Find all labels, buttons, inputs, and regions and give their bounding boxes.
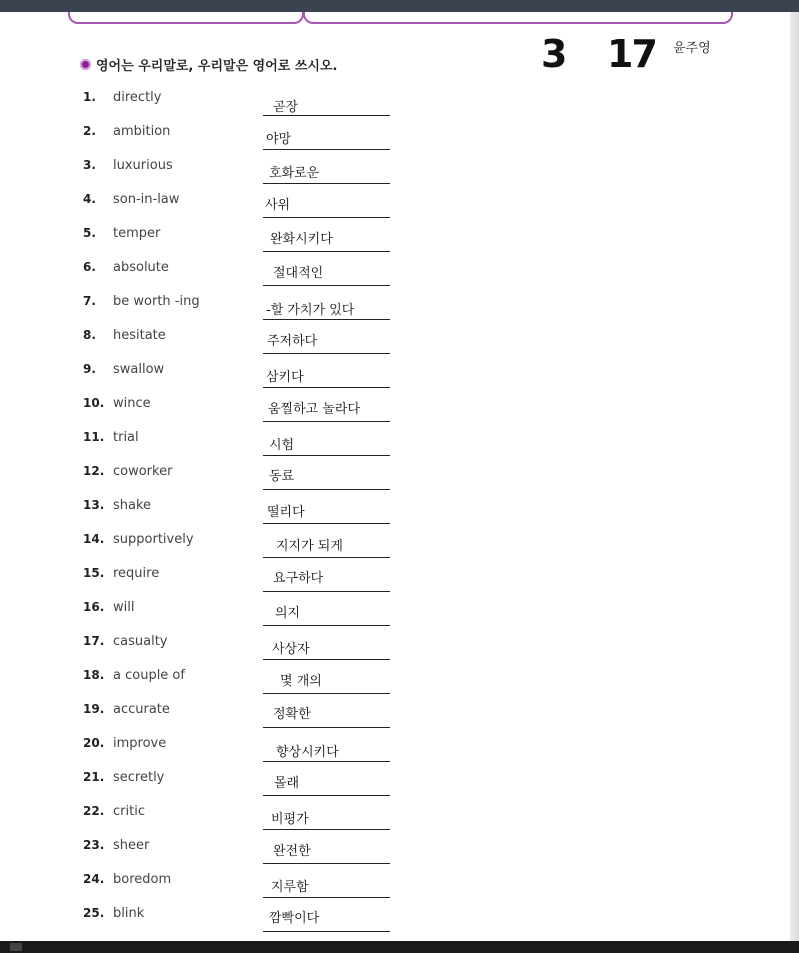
item-answer[interactable]: 절대적인 (273, 266, 324, 281)
item-answer[interactable]: 지지가 되게 (276, 539, 343, 554)
item-number: 17. (83, 634, 105, 648)
answer-line (263, 319, 390, 320)
vocab-item (83, 770, 403, 804)
item-number: 21. (83, 770, 105, 784)
vocab-item (83, 906, 403, 940)
item-number: 8. (83, 328, 96, 342)
item-number: 24. (83, 872, 105, 886)
item-word: accurate (113, 702, 170, 717)
item-word: critic (113, 804, 145, 819)
bullet-icon (80, 59, 91, 70)
answer-line (263, 387, 390, 388)
vocab-item (83, 838, 403, 872)
item-answer[interactable]: -할 가치가 있다 (266, 303, 355, 318)
vocab-item (83, 90, 403, 124)
item-number: 19. (83, 702, 105, 716)
answer-line (263, 523, 390, 524)
item-word: boredom (113, 872, 172, 887)
vocab-item (83, 294, 403, 328)
answer-line (263, 455, 390, 456)
item-word: shake (113, 498, 152, 513)
item-word: coworker (113, 464, 173, 479)
answer-line (263, 285, 390, 286)
vocab-item (83, 430, 403, 464)
handwritten-score-right: 17 (607, 32, 656, 76)
vocab-item (83, 260, 403, 294)
answer-line (263, 183, 390, 184)
item-answer[interactable]: 사상자 (272, 642, 310, 657)
answer-line (263, 489, 390, 490)
item-number: 15. (83, 566, 105, 580)
answer-line (263, 557, 390, 558)
item-word: be worth -ing (113, 294, 200, 309)
answer-line (263, 863, 390, 864)
item-answer[interactable]: 몰래 (274, 776, 300, 791)
item-word: wince (113, 396, 151, 411)
item-answer[interactable]: 호화로운 (269, 166, 320, 181)
item-word: swallow (113, 362, 165, 377)
item-word: hesitate (113, 328, 166, 343)
item-word: require (113, 566, 160, 581)
vocab-item (83, 668, 403, 702)
item-word: temper (113, 226, 161, 241)
vocab-item (83, 226, 403, 260)
vocab-item (83, 498, 403, 532)
item-number: 22. (83, 804, 105, 818)
answer-line (263, 727, 390, 728)
header-right-box (303, 12, 733, 24)
answer-line (263, 251, 390, 252)
item-word: son-in-law (113, 192, 180, 207)
item-word: supportively (113, 532, 194, 547)
item-word: casualty (113, 634, 168, 649)
item-answer[interactable]: 사위 (265, 198, 291, 213)
vocab-item (83, 362, 403, 396)
item-answer[interactable]: 곧장 (273, 100, 299, 115)
instruction (80, 55, 337, 74)
item-answer[interactable]: 동료 (269, 469, 295, 484)
item-word: sheer (113, 838, 150, 853)
window-bottom-bar (0, 941, 799, 953)
item-answer[interactable]: 완화시키다 (270, 232, 333, 247)
item-word: absolute (113, 260, 169, 275)
item-number: 3. (83, 158, 96, 172)
item-number: 1. (83, 90, 96, 104)
item-word: improve (113, 736, 167, 751)
answer-line (263, 829, 390, 830)
item-number: 4. (83, 192, 96, 206)
answer-line (263, 931, 390, 932)
vocab-item (83, 158, 403, 192)
vocab-item (83, 192, 403, 226)
item-answer[interactable]: 의지 (275, 606, 301, 621)
item-answer[interactable]: 정확한 (273, 707, 311, 722)
vocab-item (83, 736, 403, 770)
item-answer[interactable]: 깜빡이다 (269, 911, 320, 926)
item-number: 23. (83, 838, 105, 852)
answer-line (263, 659, 390, 660)
item-number: 5. (83, 226, 96, 240)
window-top-bar (0, 0, 799, 12)
vocab-item (83, 464, 403, 498)
answer-line (263, 795, 390, 796)
vocab-item (83, 702, 403, 736)
vocab-item (83, 804, 403, 838)
item-word: directly (113, 90, 162, 105)
item-word: will (113, 600, 135, 615)
header-left-box (68, 12, 304, 24)
answer-line (263, 115, 390, 116)
answer-line (263, 591, 390, 592)
vocab-item (83, 872, 403, 906)
item-number: 14. (83, 532, 105, 546)
item-number: 20. (83, 736, 105, 750)
scrollbar-track[interactable] (790, 12, 799, 941)
answer-line (263, 353, 390, 354)
item-number: 6. (83, 260, 96, 274)
item-word: secretly (113, 770, 165, 785)
answer-line (263, 421, 390, 422)
item-answer[interactable]: 지루함 (271, 880, 309, 895)
item-number: 9. (83, 362, 96, 376)
vocab-item (83, 396, 403, 430)
vocab-item (83, 532, 403, 566)
item-answer[interactable]: 주저하다 (267, 334, 318, 349)
vocab-item (83, 634, 403, 668)
item-number: 7. (83, 294, 96, 308)
item-answer[interactable]: 향상시키다 (276, 745, 339, 760)
item-number: 2. (83, 124, 96, 138)
item-answer[interactable]: 삼키다 (266, 370, 304, 385)
student-name: 윤주영 (673, 41, 711, 56)
item-number: 12. (83, 464, 105, 478)
item-word: trial (113, 430, 139, 445)
vocab-item (83, 124, 403, 158)
item-number: 10. (83, 396, 105, 410)
item-answer[interactable]: 비평가 (271, 812, 309, 827)
answer-line (263, 217, 390, 218)
item-answer[interactable]: 움찔하고 놀라다 (268, 402, 361, 417)
answer-line (263, 897, 390, 898)
item-answer[interactable]: 몇 개의 (280, 674, 322, 689)
answer-line (263, 761, 390, 762)
answer-line (263, 149, 390, 150)
vocab-item (83, 566, 403, 600)
item-answer[interactable]: 야망 (266, 132, 292, 147)
item-answer[interactable]: 떨리다 (267, 505, 305, 520)
item-word: luxurious (113, 158, 173, 173)
vocab-item (83, 328, 403, 362)
item-number: 16. (83, 600, 105, 614)
item-number: 13. (83, 498, 105, 512)
item-answer[interactable]: 시험 (269, 438, 295, 453)
instruction-text: 영어는 우리말로, 우리말은 영어로 쓰시오. (96, 59, 338, 74)
vocab-item (83, 600, 403, 634)
item-answer[interactable]: 완전한 (273, 844, 311, 859)
item-word: a couple of (113, 668, 185, 683)
handwritten-score-left: 3 (541, 32, 566, 76)
item-word: ambition (113, 124, 171, 139)
item-number: 11. (83, 430, 105, 444)
answer-line (263, 625, 390, 626)
answer-line (263, 693, 390, 694)
item-number: 18. (83, 668, 105, 682)
item-word: blink (113, 906, 145, 921)
item-answer[interactable]: 요구하다 (273, 571, 324, 586)
item-number: 25. (83, 906, 105, 920)
